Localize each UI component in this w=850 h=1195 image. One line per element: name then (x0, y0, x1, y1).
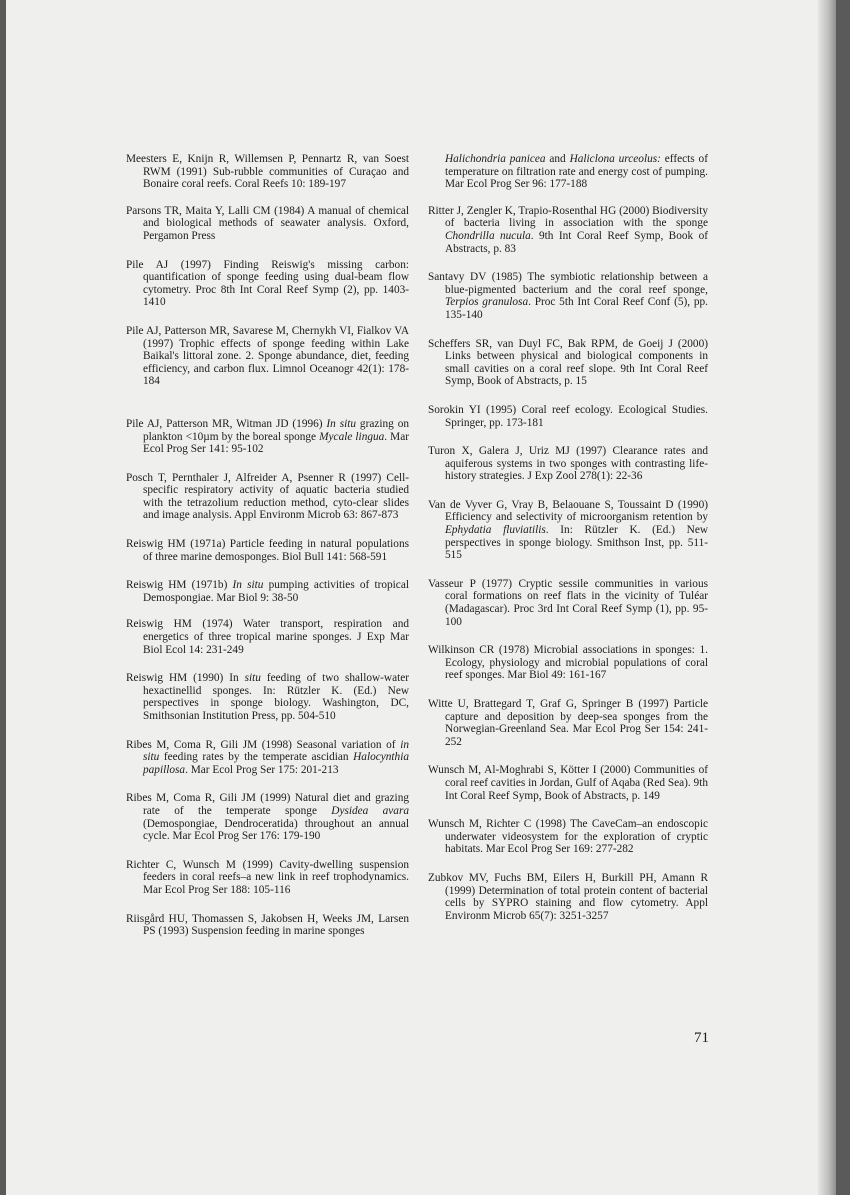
reference-text: . Mar Ecol Prog Ser 141: 95-102 (143, 430, 409, 456)
reference-entry (428, 872, 708, 922)
reference-text: Turon X, Galera J, Uriz MJ (1997) Clearance rates and aquiferous systems in two sponges with contrasting life-history strategies. J Exp Zool 278(1): 22-36 (428, 445, 708, 483)
document-page (6, 0, 836, 1195)
reference-entry (126, 472, 409, 522)
reference-entry (428, 698, 708, 748)
references-column-right (428, 153, 708, 922)
reference-entry (428, 205, 708, 255)
reference-entry (126, 153, 409, 191)
reference-text: Pile AJ (1997) Finding Reiswig's missing carbon: quantification of sponge feeding using dual-beam flow cytometry. Proc 8th Int Coral Reef Symp (2), pp. 1403-1410 (126, 258, 409, 309)
reference-entry (126, 672, 409, 722)
reference-text: Van de Vyver G, Vray B, Belaouane S, Toussaint D (1990) Efficiency and selectivity of microorganism retention by (428, 498, 708, 524)
reference-italic: Haliclona urceolus: (569, 153, 661, 165)
reference-text: Wunsch M, Al-Moghrabi S, Kötter I (2000) Communities of coral reef cavities in Jordan, Gulf of Aqaba (Red Sea). 9th Int Coral Reef Symp, Book of Abstracts, p. 149 (428, 764, 708, 802)
reference-entry (126, 579, 409, 604)
reference-italic: in situ (143, 738, 409, 764)
reference-entry (428, 644, 708, 682)
reference-entry (126, 259, 409, 309)
reference-text: grazing on plankton <10µm by the boreal sponge (143, 417, 409, 443)
reference-entry (126, 618, 409, 656)
reference-italic: Halocynthia papillosa (143, 751, 409, 776)
reference-text: Scheffers SR, van Duyl FC, Bak RPM, de Goeij J (2000) Links between physical and biological components in small cavities on a coral reef slope. 9th Int Coral Reef Symp, Book of Abstracts, p. 15 (428, 337, 708, 388)
references-column-left (126, 153, 409, 938)
reference-text: Posch T, Pernthaler J, Alfreider A, Psenner R (1997) Cell-specific respiratory activity of aquatic bacteria studied with the tetrazolium reduction method, cyto-clear slides and image analysis. Appl Environm Microb 63: 867-873 (126, 471, 409, 522)
reference-italic: In situ (326, 417, 357, 430)
reference-italic: In situ (232, 579, 264, 592)
reference-entry (126, 325, 409, 388)
reference-entry (126, 538, 409, 563)
reference-entry (428, 271, 708, 321)
reference-italic: Ephydatia fluviatilis (445, 524, 546, 537)
reference-text: Ribes M, Coma R, Gili JM (1999) Natural diet and grazing rate of the temperate sponge (126, 792, 409, 817)
reference-text: (Demospongiae, Dendroceratida) throughout an annual cycle. Mar Ecol Prog Ser 176: 179-190 (143, 817, 409, 843)
reference-entry (428, 338, 708, 388)
reference-italic: Dysidea avara (331, 804, 409, 817)
reference-entry (126, 792, 409, 842)
reference-text: Richter C, Wunsch M (1999) Cavity-dwelling suspension feeders in coral reefs–a new link in reef trophodynamics. Mar Ecol Prog Ser 188: 105-116 (126, 858, 409, 896)
reference-text: . Mar Ecol Prog Ser 175: 201-213 (185, 763, 339, 776)
reference-entry (126, 205, 409, 243)
reference-text: Ribes M, Coma R, Gili JM (1998) Seasonal variation of (126, 738, 401, 751)
reference-text: feeding rates by the temperate ascidian (159, 751, 354, 764)
reference-text: Zubkov MV, Fuchs BM, Eilers H, Burkill PH, Amann R (1999) Determination of total protein content of bacterial cells by SYPRO staining and flow cytometry. Appl Environm Microb 65(7): 3251-3257 (428, 871, 708, 922)
reference-text: feeding of two shallow-water hexactinellid sponges. In: Rützler K. (Ed.) New perspectives in sponge biology. Washington, DC, Smithsonian Institution Press, pp. 504-510 (143, 672, 409, 722)
reference-entry (428, 818, 708, 856)
reference-text: pumping activities of tropical Demospongiae. Mar Biol 9: 38-50 (143, 579, 409, 604)
reference-italic: situ (244, 672, 261, 685)
reference-italic: Halichondria panicea (445, 153, 546, 165)
reference-entry (126, 418, 409, 456)
reference-entry (126, 739, 409, 777)
reference-text: Riisgård HU, Thomassen S, Jakobsen H, Weeks JM, Larsen PS (1993) Suspension feeding in marine sponges (126, 912, 409, 938)
reference-entry (428, 764, 708, 802)
reference-text: Vasseur P (1977) Cryptic sessile communities in various coral formations on reef flats in the vicinity of Tuléar (Madagascar). Proc 3rd Int Coral Reef Symp (1), pp. 95-100 (428, 577, 708, 628)
reference-text: and (545, 153, 570, 165)
reference-text: Sorokin YI (1995) Coral reef ecology. Ecological Studies. Springer, pp. 173-181 (428, 403, 708, 429)
reference-text: Wunsch M, Richter C (1998) The CaveCam–an endoscopic underwater videosystem for the exploration of cryptic habitats. Mar Ecol Prog Ser 169: 277-282 (428, 818, 708, 856)
reference-italic: Terpios granulosa (445, 296, 529, 309)
page-edge-shadow (818, 0, 836, 1195)
reference-text: Witte U, Brattegard T, Graf G, Springer B (1997) Particle capture and deposition by deep-sea sponges from the Norwegian-Greenland Sea. Mar Ecol Prog Ser 154: 241-252 (428, 698, 708, 748)
reference-entry (428, 445, 708, 483)
reference-italic: Mycale lingua (319, 430, 385, 443)
reference-entry (428, 499, 708, 562)
reference-entry (126, 859, 409, 897)
reference-entry (428, 578, 708, 628)
reference-text: Parsons TR, Maita Y, Lalli CM (1984) A manual of chemical and biological methods of seawater analysis. Oxford, Pergamon Press (126, 204, 409, 242)
page-number: 71 (694, 1030, 709, 1046)
reference-text: . 9th Int Coral Reef Symp, Book of Abstracts, p. 83 (445, 229, 708, 255)
reference-text: Pile AJ, Patterson MR, Witman JD (1996) (126, 417, 327, 430)
reference-text: effects of temperature on filtration rate and energy cost of pumping. Mar Ecol Prog Ser 96: 177-188 (445, 153, 708, 191)
reference-entry (428, 153, 708, 191)
reference-text: . Proc 5th Int Coral Reef Conf (5), pp. 135-140 (445, 296, 708, 321)
reference-text: Santavy DV (1985) The symbiotic relationship between a blue-pigmented bacterium and the coral reef sponge, (428, 271, 708, 296)
reference-text: Ritter J, Zengler K, Trapio-Rosenthal HG (2000) Biodiversity of bacteria living in association with the sponge (428, 204, 708, 230)
reference-text: Meesters E, Knijn R, Willemsen P, Pennartz R, van Soest RWM (1991) Sub-rubble communities of Curaçao and Bonaire coral reefs. Coral Reefs 10: 189-197 (126, 153, 409, 191)
reference-italic: Chondrilla nucula (445, 229, 531, 242)
reference-text: . In: Rützler K. (Ed.) New perspectives in sponge biology. Smithson Inst, pp. 511-515 (445, 524, 708, 562)
reference-text: Reiswig HM (1974) Water transport, respiration and energetics of three tropical marine sponges. J Exp Mar Biol Ecol 14: 231-249 (126, 618, 409, 656)
reference-text: Reiswig HM (1971a) Particle feeding in natural populations of three marine demosponges. Biol Bull 141: 568-591 (126, 538, 409, 563)
reference-text: Reiswig HM (1971b) (126, 579, 233, 592)
reference-entry (428, 404, 708, 429)
reference-text: Wilkinson CR (1978) Microbial associations in sponges: 1. Ecology, physiology and microbial populations of coral reef sponges. Mar Biol 49: 161-167 (428, 644, 708, 682)
reference-text: Pile AJ, Patterson MR, Savarese M, Chernykh VI, Fialkov VA (1997) Trophic effects of sponge feeding within Lake Baikal's littoral zone. 2. Sponge abundance, diet, feeding efficiency, and carbon flux. Limnol Oceanogr 42(1): 178-184 (126, 324, 409, 388)
reference-entry (126, 913, 409, 938)
reference-text: Reiswig HM (1990) In (126, 672, 245, 685)
